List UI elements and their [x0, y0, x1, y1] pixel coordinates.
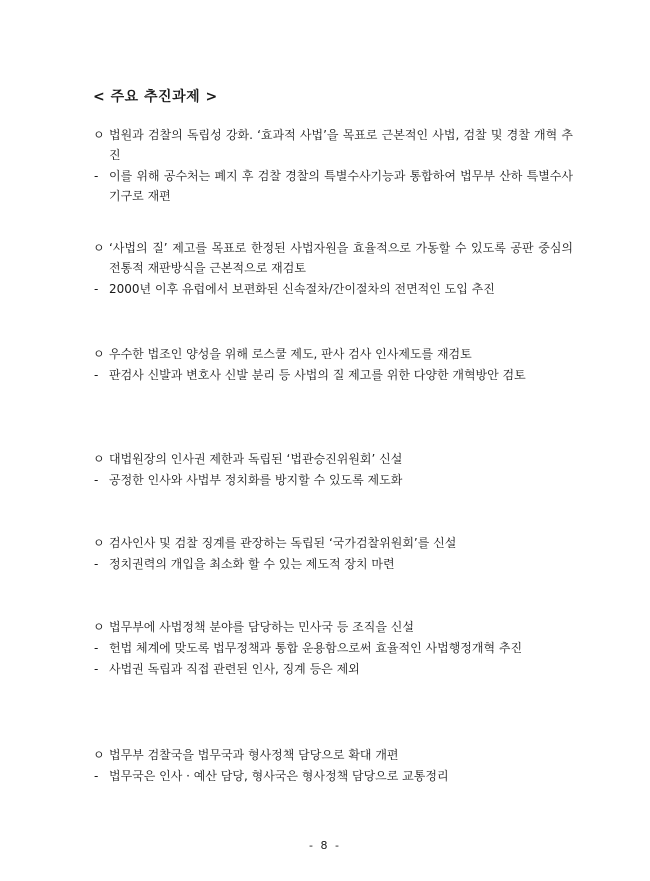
task-main-text: 법무부에 사법정책 분야를 담당하는 민사국 등 조직을 신설 [109, 620, 414, 634]
task-item-4 [93, 449, 573, 490]
dash-bullet-icon: - [94, 473, 99, 487]
task-main-text: 우수한 법조인 양성을 위해 로스쿨 제도, 판사 검사 인사제도를 재검토 [109, 347, 472, 361]
dash-bullet-icon: - [94, 368, 99, 382]
dash-bullet-icon: - [94, 641, 99, 655]
task-sub-line [93, 659, 573, 679]
dash-bullet-icon: - [94, 662, 99, 676]
task-sub-text: 공정한 인사와 사법부 정치화를 방지할 수 있도록 제도화 [109, 473, 403, 487]
task-main-line [93, 344, 573, 364]
task-main-text: 법무부 검찰국을 법무국과 형사정책 담당으로 확대 개편 [109, 748, 399, 762]
task-item-2 [93, 238, 573, 299]
task-main-line [93, 617, 573, 637]
task-sub-line [93, 638, 573, 658]
task-sub-text: 법무국은 인사 · 예산 담당, 형사국은 형사정책 담당으로 교통정리 [109, 769, 449, 783]
circle-bullet-icon: ㅇ [93, 536, 105, 550]
task-main-text: ‘사법의 질’ 제고를 목표로 한정된 사법자원을 효율적으로 가동할 수 있도록 공판 중심의 전통적 재판방식을 근본적으로 재검토 [109, 241, 573, 275]
dash-bullet-icon: - [94, 769, 99, 783]
task-sub-text: 판검사 신발과 변호사 신발 분리 등 사법의 질 제고를 위한 다양한 개혁방안 검토 [109, 368, 526, 382]
task-sub-line [93, 166, 573, 206]
task-main-text: 검사인사 및 검찰 징계를 관장하는 독립된 ‘국가검찰위원회’를 신설 [109, 536, 457, 550]
task-main-text: 법원과 검찰의 독립성 강화. ‘효과적 사법’을 목표로 근본적인 사법, 검찰 및 경찰 개혁 추진 [109, 128, 573, 162]
task-sub-line [93, 279, 573, 299]
dash-bullet-icon: - [94, 169, 99, 183]
task-main-line [93, 745, 573, 765]
task-main-line [93, 125, 573, 165]
task-sub-text: 정치권력의 개입을 최소화 할 수 있는 제도적 장치 마련 [109, 557, 395, 571]
circle-bullet-icon: ㅇ [93, 347, 105, 361]
circle-bullet-icon: ㅇ [93, 241, 105, 255]
task-main-line [93, 449, 573, 469]
task-item-1 [93, 125, 573, 206]
task-sub-line [93, 766, 573, 786]
task-sub-text: 사법권 독립과 직접 관련된 인사, 징계 등은 제외 [109, 662, 360, 676]
circle-bullet-icon: ㅇ [93, 128, 105, 142]
task-main-text: 대법원장의 인사권 제한과 독립된 ‘법관승진위원회’ 신설 [109, 452, 403, 466]
task-sub-text: 헌법 체계에 맞도록 법무정책과 통합 운용함으로써 효율적인 사법행정개혁 추진 [109, 641, 523, 655]
circle-bullet-icon: ㅇ [93, 620, 105, 634]
task-sub-line [93, 365, 573, 385]
dash-bullet-icon: - [94, 557, 99, 571]
task-sub-line [93, 554, 573, 574]
task-sub-line [93, 470, 573, 490]
circle-bullet-icon: ㅇ [93, 748, 105, 762]
task-sub-text: 2000년 이후 유럽에서 보편화된 신속절차/간이절차의 전면적인 도입 추진 [109, 282, 495, 296]
page-number: - 8 - [309, 839, 341, 852]
task-item-3 [93, 344, 573, 385]
task-main-line [93, 533, 573, 553]
task-main-line [93, 238, 573, 278]
dash-bullet-icon: - [94, 282, 99, 296]
section-heading: < 주요 추진과제 > [93, 89, 218, 105]
circle-bullet-icon: ㅇ [93, 452, 105, 466]
task-sub-text: 이를 위해 공수처는 폐지 후 검찰 경찰의 특별수사기능과 통합하여 법무부 산하 특별수사기구로 재편 [109, 169, 573, 203]
task-item-5 [93, 533, 573, 574]
task-item-6 [93, 617, 573, 679]
task-item-7 [93, 745, 573, 786]
